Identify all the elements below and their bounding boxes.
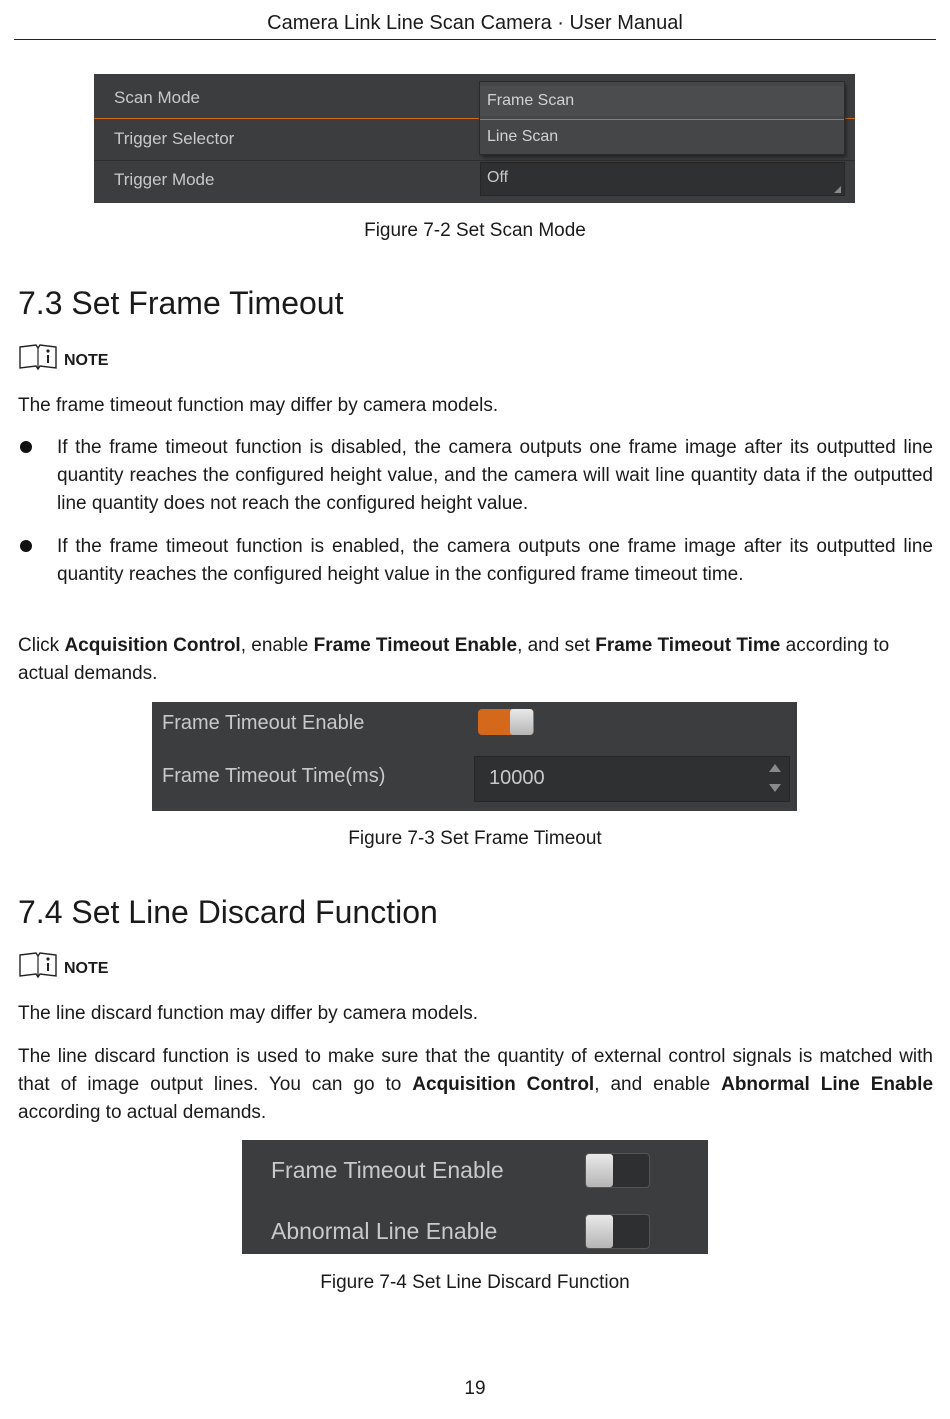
row-divider — [94, 160, 855, 161]
frame-timeout-time-input[interactable] — [474, 756, 790, 802]
section-7-3-heading: 7.3 Set Frame Timeout — [18, 285, 344, 321]
abnormal-line-enable-toggle[interactable] — [585, 1214, 650, 1249]
note-label: NOTE — [64, 960, 109, 977]
trigger-selector-label: Trigger Selector — [114, 129, 235, 148]
trigger-mode-label: Trigger Mode — [114, 170, 215, 189]
bullet-enabled: If the frame timeout function is enabled, the camera outputs one frame image after its outputted line quantity reaches the configured height value in the configured frame timeout time. — [57, 536, 933, 585]
frame-timeout-instruction: Click Acquisition Control, enable Frame Timeout Enable, and set Frame Timeout Time according to actual demands. — [18, 635, 890, 684]
toggle-knob — [586, 1154, 613, 1187]
note-book-icon — [18, 342, 58, 372]
toggle-knob — [510, 709, 533, 735]
trigger-mode-value: Off — [487, 169, 509, 186]
frame-timeout-intro: The frame timeout function may differ by camera models. — [18, 395, 499, 416]
note-label: NOTE — [64, 352, 109, 369]
frame-timeout-enable-toggle[interactable] — [585, 1153, 650, 1188]
bullet-dot — [20, 540, 32, 552]
frame-timeout-time-value: 10000 — [489, 767, 545, 789]
scan-mode-screenshot — [94, 74, 855, 203]
dropdown-option-frame-scan[interactable]: Frame Scan — [480, 86, 844, 116]
frame-timeout-enable-label: Frame Timeout Enable — [271, 1157, 504, 1183]
line-discard-intro: The line discard function may differ by camera models. — [18, 1003, 479, 1024]
figure-7-2-caption: Figure 7-2 Set Scan Mode — [364, 220, 586, 241]
section-7-4-heading: 7.4 Set Line Discard Function — [18, 894, 438, 930]
scan-mode-dropdown[interactable] — [480, 82, 844, 154]
bullet-disabled: If the frame timeout function is disabled, the camera outputs one frame image after its outputted line quantity reaches the configured height value, and the camera will wait line quantity data if the outputted line quantity does not reach the configured height value. — [57, 437, 933, 514]
dropdown-highlight-line — [480, 119, 844, 120]
scan-mode-label: Scan Mode — [114, 88, 200, 107]
line-discard-body: The line discard function is used to make sure that the quantity of external control signals is matched with that of image output lines. You can go to Acquisition Control, and enable Abnormal Line Enable according to actual demands. — [18, 1046, 934, 1123]
page-number: 19 — [464, 1378, 486, 1399]
frame-timeout-screenshot — [152, 702, 797, 811]
toggle-knob — [586, 1215, 613, 1248]
figure-7-4-caption: Figure 7-4 Set Line Discard Function — [320, 1272, 630, 1293]
bullet-dot — [20, 441, 32, 453]
frame-timeout-enable-label: Frame Timeout Enable — [162, 712, 365, 734]
spin-up-icon[interactable] — [769, 764, 781, 772]
header-rule — [14, 39, 936, 40]
dropdown-option-line-scan[interactable]: Line Scan — [487, 128, 559, 145]
spin-down-icon[interactable] — [769, 784, 781, 792]
figure-7-3-caption: Figure 7-3 Set Frame Timeout — [348, 828, 602, 849]
abnormal-line-enable-label: Abnormal Line Enable — [271, 1218, 498, 1244]
note-book-icon — [18, 950, 58, 980]
running-header: Camera Link Line Scan Camera · User Manual — [267, 12, 683, 34]
trigger-mode-select[interactable] — [480, 162, 845, 196]
resize-grip-icon — [834, 186, 841, 193]
frame-timeout-enable-toggle[interactable] — [478, 709, 534, 735]
frame-timeout-time-label: Frame Timeout Time(ms) — [162, 765, 386, 787]
line-discard-screenshot — [242, 1140, 708, 1254]
